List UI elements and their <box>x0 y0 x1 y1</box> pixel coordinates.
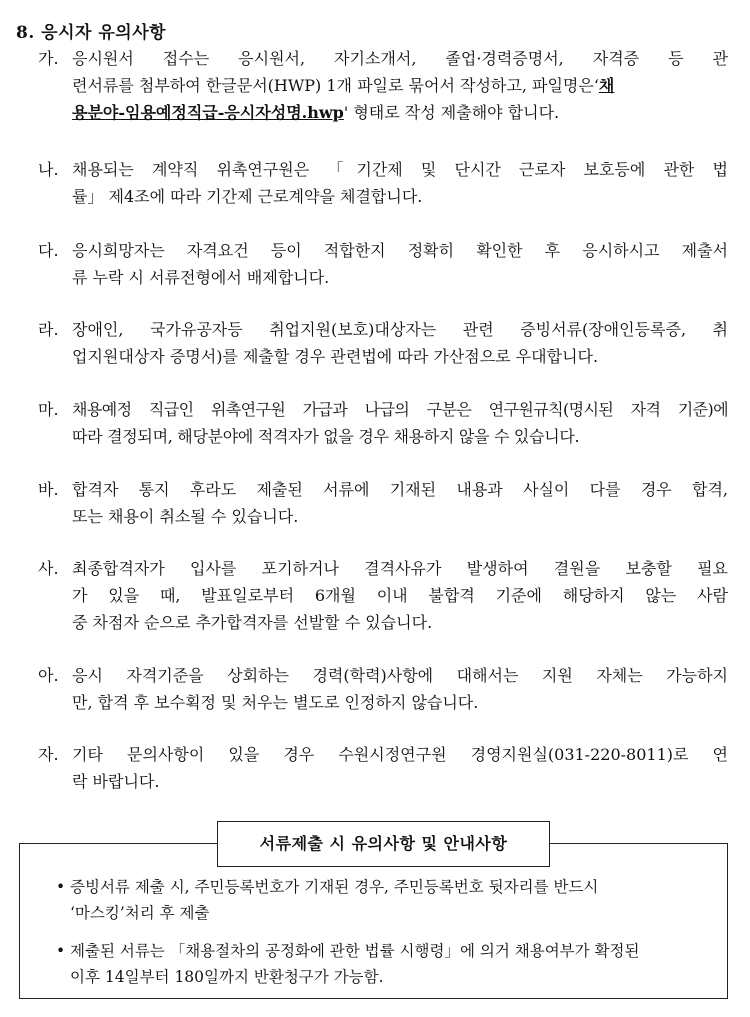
item-text <box>72 156 728 210</box>
item-text <box>72 316 728 370</box>
item-line: 업지원대상자 증명서)를 제출할 경우 관련법에 따라 가산점으로 우대합니다. <box>72 347 599 366</box>
item-marker: 마. <box>38 400 59 419</box>
item-text <box>72 237 728 291</box>
item-line: 률」 제4조에 따라 기간제 근로계약을 체결합니다. <box>72 187 423 206</box>
item-line <box>72 72 728 99</box>
bullet-line: 증빙서류 제출 시, 주민등록번호가 기재된 경우, 주민등록번호 뒷자리를 반드시 <box>70 878 599 896</box>
notice-item-na <box>38 156 728 210</box>
item-line: 락 바랍니다. <box>72 772 160 791</box>
item-marker: 나. <box>38 160 59 179</box>
item-text <box>72 476 728 530</box>
notice-item-a <box>38 662 728 716</box>
item-line: 응시희망자는 자격요건 등이 적합한지 정확히 확인한 후 응시하시고 제출서 <box>72 241 728 260</box>
notice-item-ga <box>38 45 728 126</box>
item-text <box>72 45 728 126</box>
item-marker: 가. <box>38 49 59 68</box>
item-line-text: ' 형태로 작성 제출해야 합니다. <box>343 103 560 122</box>
item-text <box>72 396 728 450</box>
item-line: 류 누락 시 서류전형에서 배제합니다. <box>72 268 330 287</box>
notice-item-ra <box>38 316 728 370</box>
notice-bullet <box>56 938 726 990</box>
item-line: 채용되는 계약직 위촉연구원은 「기간제 및 단시간 근로자 보호등에 관한 법 <box>72 160 728 179</box>
item-line: 따라 결정되며, 해당분야에 적격자가 없을 경우 채용하지 않을 수 있습니다. <box>72 427 580 446</box>
notice-item-ma <box>38 396 728 450</box>
notice-item-sa <box>38 555 728 636</box>
notice-box-title: 서류제출 시 유의사항 및 안내사항 <box>217 821 550 867</box>
item-marker: 바. <box>38 480 59 499</box>
item-text <box>72 555 728 636</box>
item-marker: 사. <box>38 559 59 578</box>
item-line: 중 차점자 순으로 추가합격자를 선발할 수 있습니다. <box>72 613 433 632</box>
notice-item-ba <box>38 476 728 530</box>
item-line <box>72 99 728 126</box>
item-line: 기타 문의사항이 있을 경우 수원시정연구원 경영지원실(031-220-8011)로 연 <box>72 745 728 764</box>
item-line: 채용예정 직급인 위촉연구원 가급과 나급의 구분은 연구원규칙(명시된 자격 기준)에 <box>72 400 728 419</box>
item-text <box>72 662 728 716</box>
item-line: 장애인, 국가유공자등 취업지원(보호)대상자는 관련 증빙서류(장애인등록증, 취 <box>72 320 728 339</box>
bullet-line: ‘마스킹’처리 후 제출 <box>70 904 210 922</box>
item-line: 또는 채용이 취소될 수 있습니다. <box>72 507 299 526</box>
bullet-dot: • <box>56 878 66 896</box>
item-marker: 다. <box>38 241 59 260</box>
item-line: 가 있을 때, 발표일로부터 6개월 이내 불합격 기준에 해당하지 않는 사람 <box>72 586 728 605</box>
notice-item-ja <box>38 741 728 795</box>
bullet-text <box>70 874 726 926</box>
notice-item-da <box>38 237 728 291</box>
item-line: 응시원서 접수는 응시원서, 자기소개서, 졸업·경력증명서, 자격증 등 관 <box>72 49 728 68</box>
section-heading: 8. 응시자 유의사항 <box>16 23 167 43</box>
bullet-line: 이후 14일부터 180일까지 반환청구가 가능함. <box>70 968 384 986</box>
item-line: 합격자 통지 후라도 제출된 서류에 기재된 내용과 사실이 다를 경우 합격, <box>72 480 728 499</box>
item-text <box>72 741 728 795</box>
item-line: 최종합격자가 입사를 포기하거나 결격사유가 발생하여 결원을 보충할 필요 <box>72 559 728 578</box>
notice-bullet <box>56 874 726 926</box>
item-marker: 자. <box>38 745 59 764</box>
item-line: 만, 합격 후 보수획정 및 처우는 별도로 인정하지 않습니다. <box>72 693 479 712</box>
item-marker: 라. <box>38 320 59 339</box>
bullet-dot: • <box>56 942 66 960</box>
bullet-text <box>70 938 726 990</box>
item-line: 응시 자격기준을 상회하는 경력(학력)사항에 대해서는 지원 자체는 가능하지 <box>72 666 728 685</box>
filename-format-emphasis-start: 채 <box>598 76 615 95</box>
bullet-line: 제출된 서류는 「채용절차의 공정화에 관한 법률 시행령」에 의거 채용여부가 확정된 <box>70 942 640 960</box>
filename-format-emphasis: 용분야-임용예정직급-응시자성명.hwp <box>72 103 344 122</box>
item-line-text: 련서류를 첨부하여 한글문서(HWP) 1개 파일로 묶어서 작성하고, 파일명은‘ <box>72 76 599 95</box>
item-marker: 아. <box>38 666 59 685</box>
